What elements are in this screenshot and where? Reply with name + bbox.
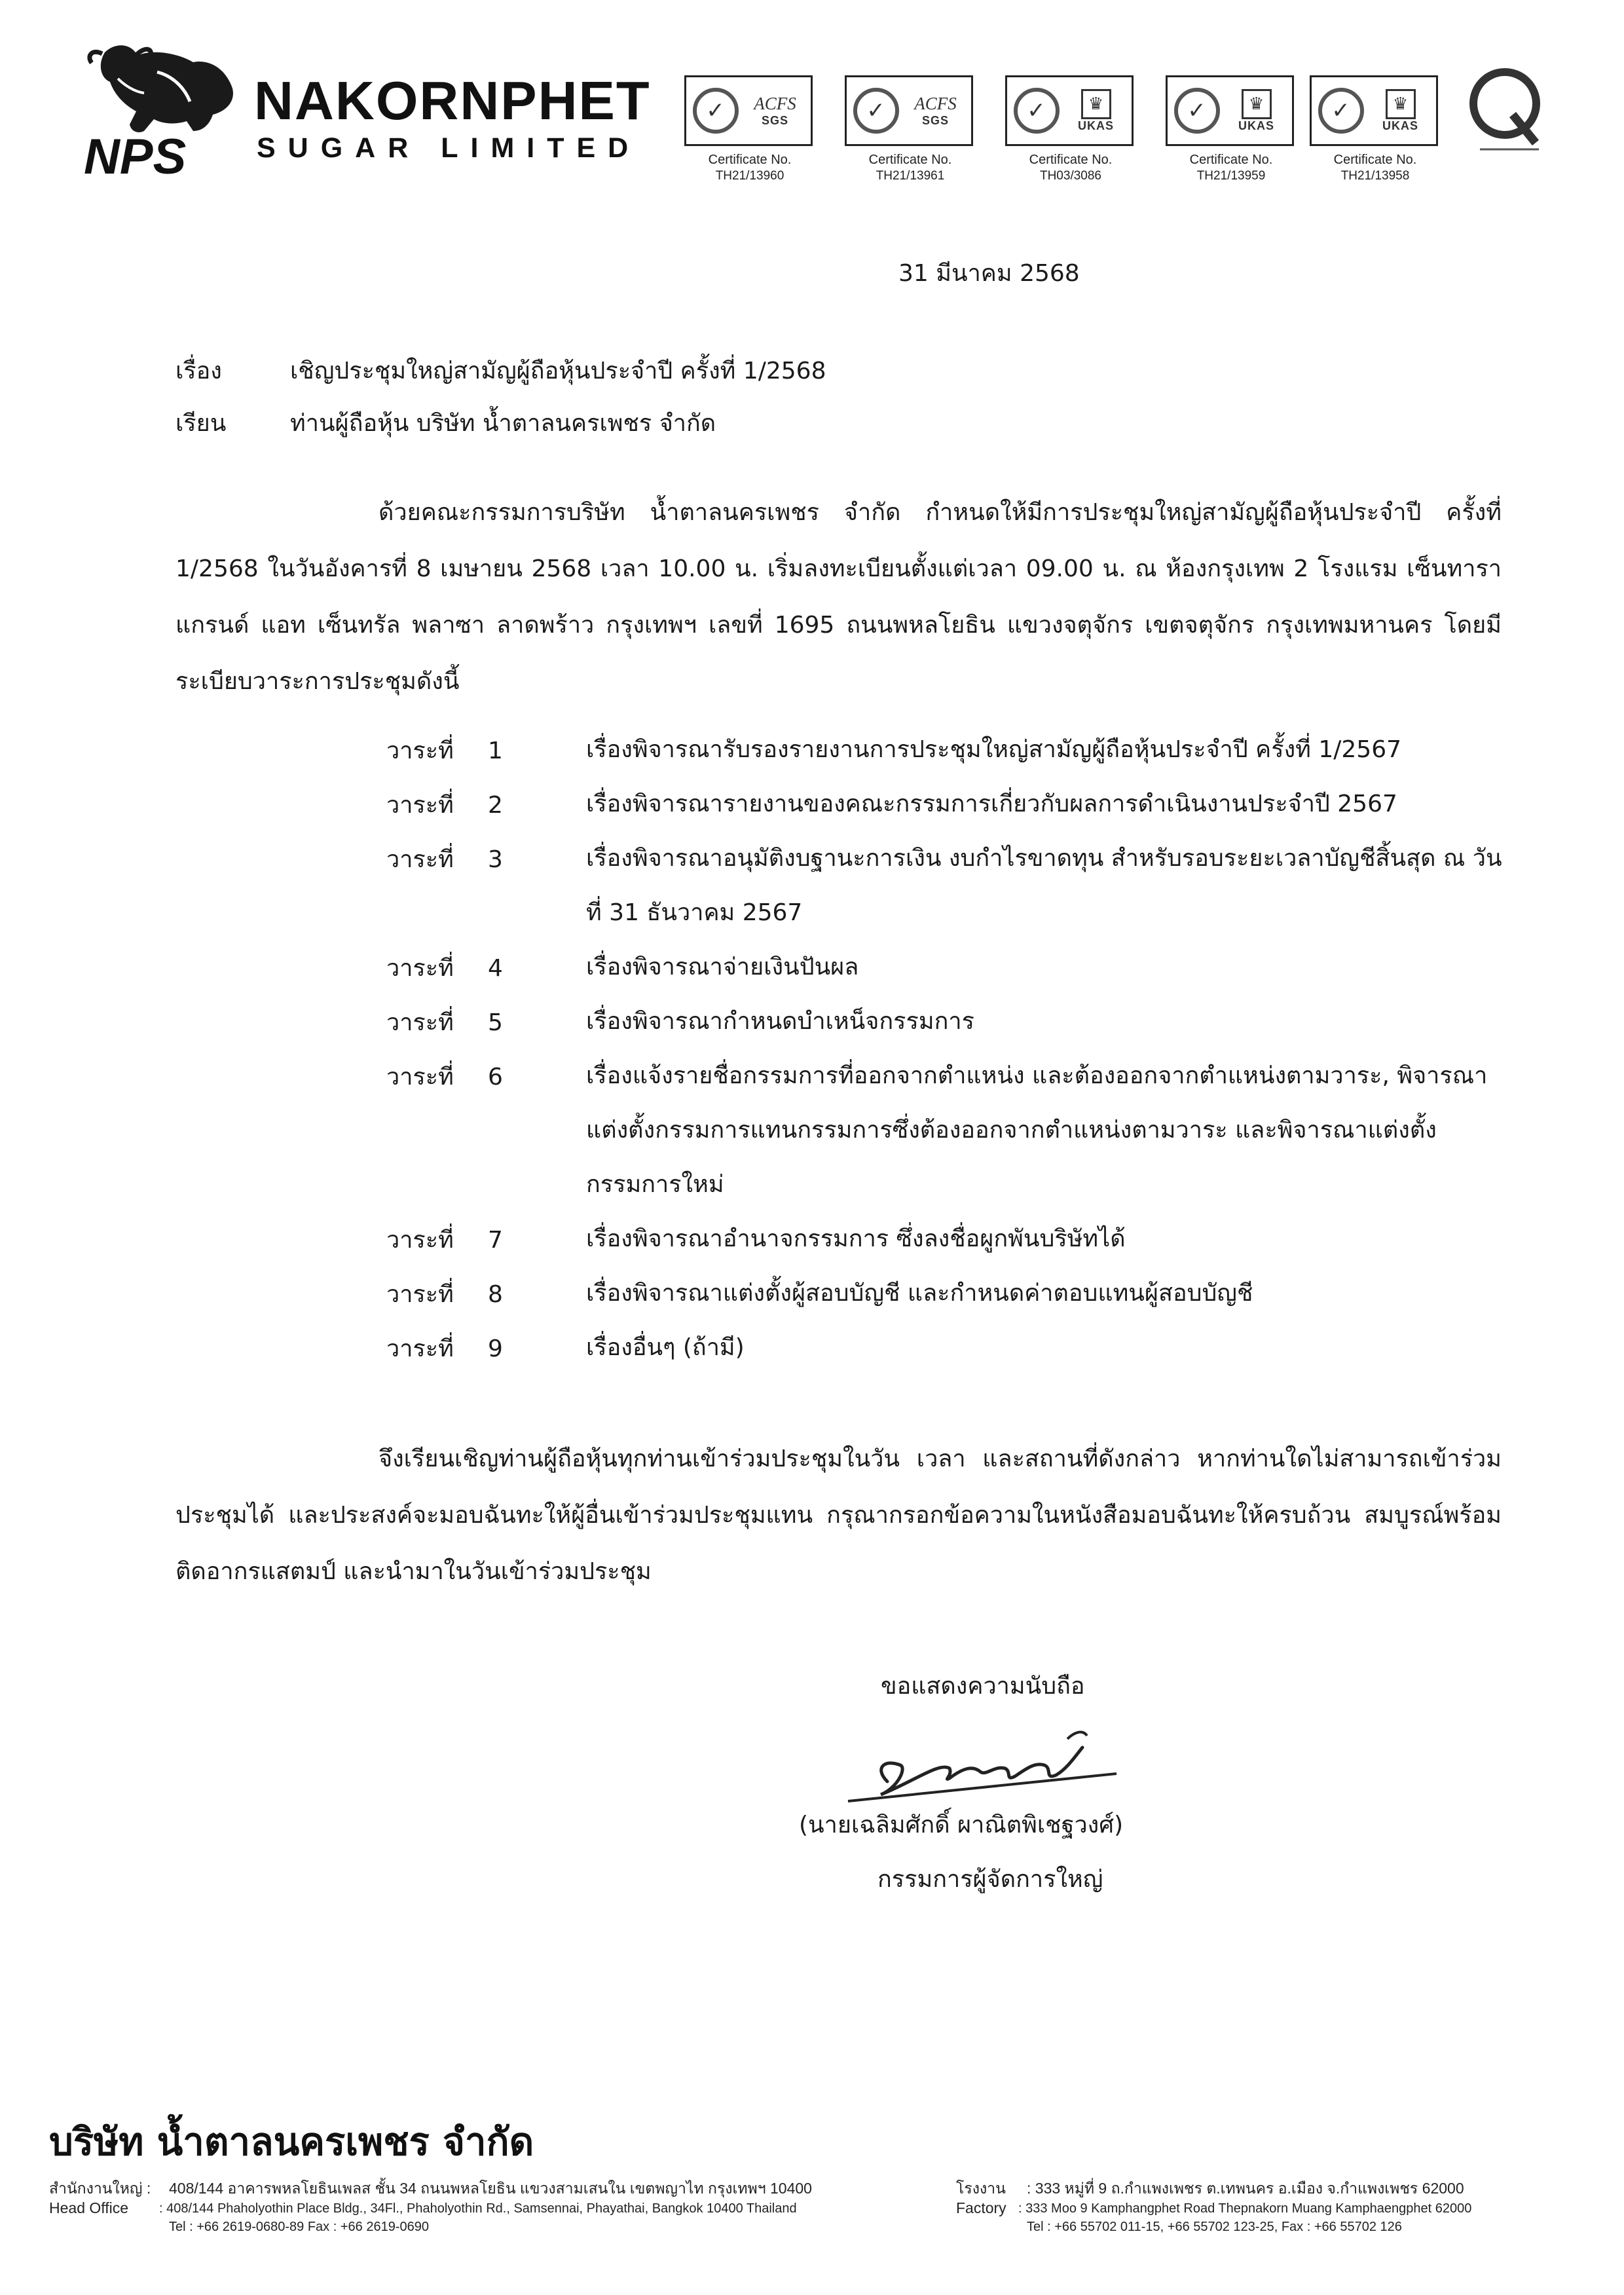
closing-regards: ขอแสดงความนับถือ [881,1673,1085,1700]
recipient-text: ท่านผู้ถือหุ้น บริษัท น้ำตาลนครเพชร จำกัด [290,410,716,437]
agenda-number: 5 [488,1009,503,1036]
head-office-address-th: 408/144 อาคารพหลโยธินเพลส ชั้น 34 ถนนพหลโยธิน แขวงสามเสนใน เขตพญาไท กรุงเทพฯ 10400 [169,2180,812,2197]
agenda-keyword: วาระที่ [386,737,454,764]
company-logo [79,39,249,180]
factory-label-th: โรงงาน [956,2180,1006,2197]
agenda-keyword: วาระที่ [386,1227,454,1254]
accreditor-mark: UKAS [1382,119,1418,132]
intro-paragraph: ด้วยคณะกรรมการบริษัท น้ำตาลนครเพชร จำกัด กำหนดให้มีการประชุมใหญ่สามัญผู้ถือหุ้นประจำปี ครั้งที่ 1/2568 ในวันอังคารที่ 8 เมษายน 2568 เวลา 10.00 น. เริ่มลงทะเบียนตั้งแต่เวลา 09.00 น. ณ ห้องกรุงเทพ 2 โรงแรม เซ็นทารา แกรนด์ แอท เซ็นทรัล พลาซา ลาดพร้าว กรุงเทพฯ เลขที่ 1695 ถนนพหลโยธิน แขวงจตุจักร เขตจตุจักร กรุงเทพมหานคร โดยมีระเบียบวาระการประชุมดังนี้ [175,499,1502,695]
certificate-number: TH21/13958 [1340,169,1410,183]
svg-text:Q: Q [1504,110,1505,111]
head-office-contact: Tel : +66 2619-0680-89 Fax : +66 2619-0690 [169,2220,429,2234]
agenda-title: เรื่องพิจารณาจ่ายเงินปันผล [586,954,859,980]
head-office-label-en: Head Office [49,2199,129,2216]
agenda-title: เรื่องพิจารณารับรองรายงานการประชุมใหญ่สามัญผู้ถือหุ้นประจำปี ครั้งที่ 1/2567 [586,736,1402,763]
agenda-title: เรื่องพิจารณาแต่งตั้งผู้สอบบัญชี และกำหนดค่าตอบแทนผู้สอบบัญชี [586,1280,1253,1307]
agenda-number: 4 [488,955,503,982]
signature-icon [809,1703,1175,1814]
agenda-keyword: วาระที่ [386,846,454,873]
agenda-title: เรื่องพิจารณาอำนาจกรรมการ ซึ่งลงชื่อผูกพันบริษัทได้ [586,1225,1126,1252]
certificate-number: TH21/13959 [1196,169,1266,183]
agenda-title: เรื่องพิจารณาอนุมัติงบฐานะการเงิน งบกำไรขาดทุน สำหรับรอบระยะเวลาบัญชีสิ้นสุด ณ วันที่ 31 ธันวาคม 2567 [586,845,1502,926]
check-seal-icon: ✓ [853,88,899,134]
crown-icon: ♛ [1386,89,1416,119]
certificate-badge [1166,75,1297,183]
quality-q-mark [1467,65,1545,154]
certificate-label: Certificate No. [1029,153,1113,167]
agenda-title: เรื่องพิจารณากำหนดบำเหน็จกรรมการ [586,1008,974,1035]
crown-icon: ♛ [1242,89,1272,119]
agenda-keyword: วาระที่ [386,1335,454,1362]
accreditor-mark: UKAS [1077,119,1114,132]
certificate-label: Certificate No. [1333,153,1417,167]
check-seal-icon: ✓ [1014,88,1060,134]
seal-label: SGS [921,114,949,127]
seal-label: SGS [761,114,788,127]
certificate-number: TH21/13961 [876,169,945,183]
certificate-number: TH03/3086 [1039,169,1101,183]
check-seal-icon: ✓ [1318,88,1364,134]
certificate-badge [684,75,815,183]
certificate-label: Certificate No. [1189,153,1273,167]
signer-name: (นายเฉลิมศักดิ์ ผาณิตพิเชฐวงศ์) [799,1812,1124,1838]
subject-text: เชิญประชุมใหญ่สามัญผู้ถือหุ้นประจำปี ครั้งที่ 1/2568 [290,358,826,384]
agenda-keyword: วาระที่ [386,1009,454,1036]
certificate-label: Certificate No. [868,153,952,167]
factory-address-en: : 333 Moo 9 Kamphangphet Road Thepnakorn Muang Kamphaengphet 62000 [1018,2201,1472,2216]
certificate-label: Certificate No. [708,153,792,167]
agenda-title: เรื่องพิจารณารายงานของคณะกรรมการเกี่ยวกับผลการดำเนินงานประจำปี 2567 [586,791,1397,817]
check-seal-icon: ✓ [693,88,739,134]
certificate-badge [1005,75,1136,183]
certificate-badge [845,75,976,183]
q-logo-icon [1467,65,1545,154]
crown-icon: ♛ [1081,89,1111,119]
svg-text:NPS: NPS [84,129,187,180]
head-office-label-th: สำนักงานใหญ่ : [49,2180,151,2197]
agenda-keyword: วาระที่ [386,955,454,982]
certificate-badge [1310,75,1441,183]
agenda-title: เรื่องอื่นๆ (ถ้ามี) [586,1334,745,1361]
agenda-keyword: วาระที่ [386,1281,454,1308]
agenda-keyword: วาระที่ [386,792,454,819]
factory-address-th: : 333 หมู่ที่ 9 ถ.กำแพงเพชร ต.เทพนคร อ.เมือง จ.กำแพงเพชร 62000 [1027,2180,1464,2197]
factory-contact: Tel : +66 55702 011-15, +66 55702 123-25, Fax : +66 55702 126 [1027,2220,1402,2234]
accreditor-mark: ACFS [754,94,796,113]
certificate-number: TH21/13960 [715,169,784,183]
agenda-number: 1 [488,737,503,764]
closing-paragraph: จึงเรียนเชิญท่านผู้ถือหุ้นทุกท่านเข้าร่วมประชุมในวัน เวลา และสถานที่ดังกล่าว หากท่านใดไม่สามารถเข้าร่วมประชุมได้ และประสงค์จะมอบฉันทะให้ผู้อื่นเข้าร่วมประชุมแทน กรุณากรอกข้อความในหนังสือมอบฉันทะให้ครบถ้วน สมบูรณ์พร้อมติดอากรแสตมป์ และนำมาในวันเข้าร่วมประชุม [175,1446,1502,1585]
letter-date: 31 มีนาคม 2568 [898,260,1080,287]
check-seal-icon: ✓ [1174,88,1220,134]
agenda-number: 8 [488,1281,503,1308]
head-office-address-en: : 408/144 Phaholyothin Place Bldg., 34Fl., Phaholyothin Rd., Samsennai, Phayathai, Bangkok 10400 Thailand [159,2201,797,2216]
agenda-number: 3 [488,846,503,873]
subject-label: เรื่อง [175,358,222,384]
agenda-number: 7 [488,1227,503,1254]
signature [809,1703,1175,1814]
agenda-title: เรื่องแจ้งรายชื่อกรรมการที่ออกจากตำแหน่ง และต้องออกจากตำแหน่งตามวาระ, พิจารณาแต่งตั้งกรรมการแทนกรรมการซึ่งต้องออกจากตำแหน่งตามวาระ และพิจารณาแต่งตั้งกรรมการใหม่ [586,1062,1488,1198]
accreditor-mark: UKAS [1238,119,1274,132]
brand-name: NAKORNPHET [254,70,651,131]
footer-company-name: บริษัท น้ำตาลนครเพชร จำกัด [49,2119,534,2164]
accreditor-mark: ACFS [914,94,957,113]
recipient-label: เรียน [175,410,227,437]
brand-subtitle: SUGAR LIMITED [257,132,641,164]
agenda-keyword: วาระที่ [386,1064,454,1091]
signer-title: กรรมการผู้จัดการใหญ่ [877,1866,1103,1893]
factory-label-en: Factory [956,2199,1006,2216]
bull-logo-icon [79,39,249,180]
agenda-number: 6 [488,1064,503,1091]
agenda-number: 2 [488,792,503,819]
agenda-number: 9 [488,1335,503,1362]
